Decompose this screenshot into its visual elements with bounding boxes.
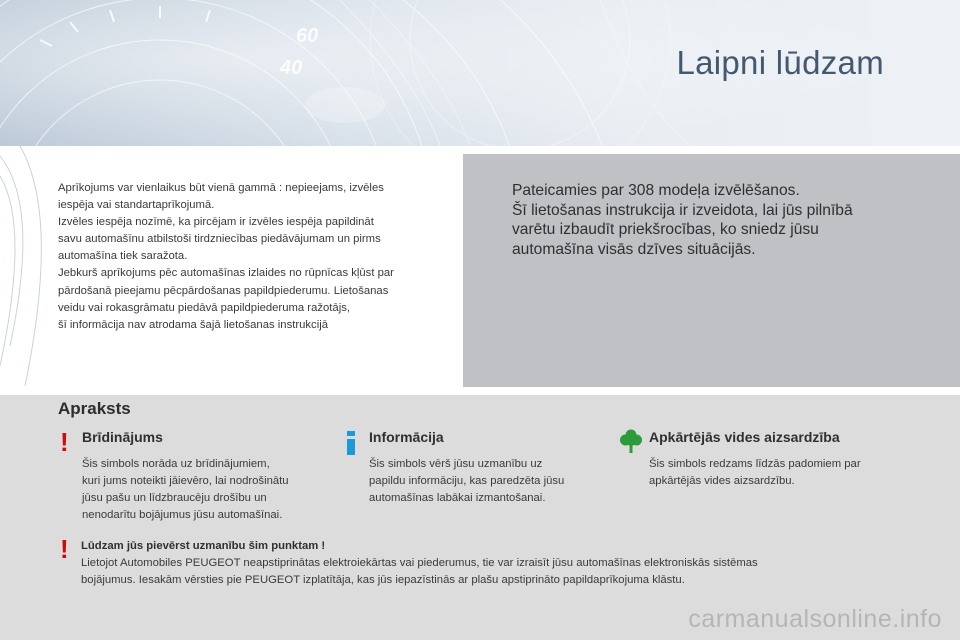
thanks-line: Pateicamies par 308 modeļa izvēlēšanos. [512,182,800,199]
intro-text [58,180,438,334]
information-column [369,429,564,507]
exclamation-icon: ! [60,534,69,564]
dial-label-40: 40 [280,57,303,79]
notice-line: bojājumus. Iesakām vērsties pie PEUGEOT izplatītāja, kas jūs iepazīstinās ar plašu apstiprināto papildaprīkojuma klāstu. [81,574,685,586]
thanks-line: automašīna visās dzīves situācijās. [512,240,756,258]
legend-section [0,395,960,640]
watermark: carmanualsonline.info [688,605,942,633]
info-icon [345,431,357,455]
intro-line: Izvēles iespēja nozīmē, ka pircējam ir izvēles iespēja papildināt [58,216,374,229]
information-line: automašīnas labākai izmantošanai. [369,492,546,504]
notice-block [81,538,901,589]
intro-line: Jebkurš aprīkojums pēc automašīnas izlaides no rūpnīcas kļūst par [58,267,394,280]
warning-line: nenodarītu bojājumus jūsu automašīnai. [82,509,283,521]
intro-line: Aprīkojums var vienlaikus būt vienā gammā : nepieejams, izvēles [58,182,384,194]
warning-line: kuri jums noteikti jāievēro, lai nodrošinātu [82,475,289,487]
information-body [369,456,564,507]
page-title: Laipni lūdzam [676,44,884,81]
header-banner [0,0,960,146]
tree-icon [620,429,642,453]
information-line: Šis simbols vērš jūsu uzmanību uz [369,458,543,470]
information-title: Informācija [369,429,444,445]
environment-body [649,456,861,490]
warning-line: Šis simbols norāda uz brīdinājumiem, [82,458,270,470]
notice-line: Lietojot Automobiles PEUGEOT neapstiprinātas elektroiekārtas vai piederumus, tie var izraisīt jūsu automašīnas elektroniskās sistēmas [81,557,758,569]
legend-title: Apraksts [58,399,131,418]
notice-title: Lūdzam jūs pievērst uzmanību šim punktam ! [81,540,326,552]
intro-line: savu automašīnu atbilstoši tirdzniecības piedāvājumam un pirms [58,233,381,246]
warning-column [82,429,289,524]
environment-line: Šis simbols redzams līdzās padomiem par [649,458,861,470]
warning-body [82,456,289,524]
warning-title: Brīdinājums [82,429,163,445]
intro-line: automašīna tiek saražota. [58,250,188,263]
exclamation-icon: ! [60,427,69,457]
intro-line: veidu vai rokasgrāmatu piedāvā papildpiederuma ražotājs, [58,301,351,314]
intro-line: šī informācija nav atrodama šajā lietošanas instrukcijā [58,318,328,331]
information-line: papildu informāciju, kas paredzēta jūsu [369,475,565,487]
thanks-line: Šī lietošanas instrukcija ir izveidota, lai jūs pilnībā [512,201,853,219]
warning-line: jūsu pašu un līdzbraucēju drošību un [82,492,267,504]
dial-label-60: 60 [296,25,319,47]
thanks-line: varētu izbaudīt priekšrocības, ko sniedz jūsu [512,221,819,238]
thanks-box [463,154,960,387]
environment-title: Apkārtējās vides aizsardzība [649,429,840,445]
intro-line: pārdošanā pieejamu pēcpārdošanas papildpiederumu. Lietošanas [58,284,389,297]
intro-line: iespēja vai standartaprīkojumā. [58,199,215,212]
environment-column [649,429,861,490]
thanks-text [512,181,952,259]
environment-line: apkārtējās vides aizsardzību. [649,475,795,487]
